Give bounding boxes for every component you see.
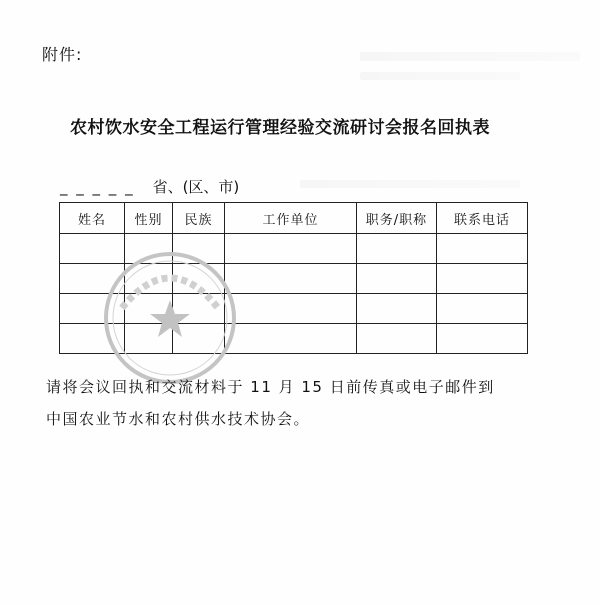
table-cell[interactable] xyxy=(225,234,357,264)
instruction-line-1: 请将会议回执和交流材料于 11 月 15 日前传真或电子邮件到 xyxy=(46,378,495,396)
table-cell[interactable] xyxy=(357,234,437,264)
header-ethnicity: 民族 xyxy=(173,203,225,234)
table-cell[interactable] xyxy=(357,294,437,324)
table-cell[interactable] xyxy=(437,294,528,324)
table-cell[interactable] xyxy=(437,234,528,264)
table-cell[interactable] xyxy=(225,264,357,294)
province-blank: _ _ _ _ _ xyxy=(60,178,135,196)
province-label: 省、(区、市) xyxy=(152,178,240,196)
province-line xyxy=(60,176,239,197)
header-position-title: 职务/职称 xyxy=(357,203,437,234)
table-cell[interactable] xyxy=(357,324,437,354)
table-cell[interactable] xyxy=(437,264,528,294)
form-title: 农村饮水安全工程运行管理经验交流研讨会报名回执表 xyxy=(70,118,490,138)
table-cell[interactable] xyxy=(225,294,357,324)
scan-noise xyxy=(360,52,580,61)
official-seal-icon xyxy=(100,248,240,388)
table-cell[interactable] xyxy=(225,324,357,354)
header-name: 姓名 xyxy=(60,203,125,234)
scan-noise xyxy=(360,72,520,80)
header-phone: 联系电话 xyxy=(437,203,528,234)
instruction-line-2: 中国农业节水和农村供水技术协会。 xyxy=(46,410,311,428)
header-work-unit: 工作单位 xyxy=(225,203,357,234)
header-gender: 性别 xyxy=(125,203,173,234)
table-cell[interactable] xyxy=(437,324,528,354)
attachment-label: 附件: xyxy=(42,45,83,64)
scan-noise xyxy=(300,180,520,188)
table-cell[interactable] xyxy=(357,264,437,294)
table-header-row xyxy=(60,203,528,234)
